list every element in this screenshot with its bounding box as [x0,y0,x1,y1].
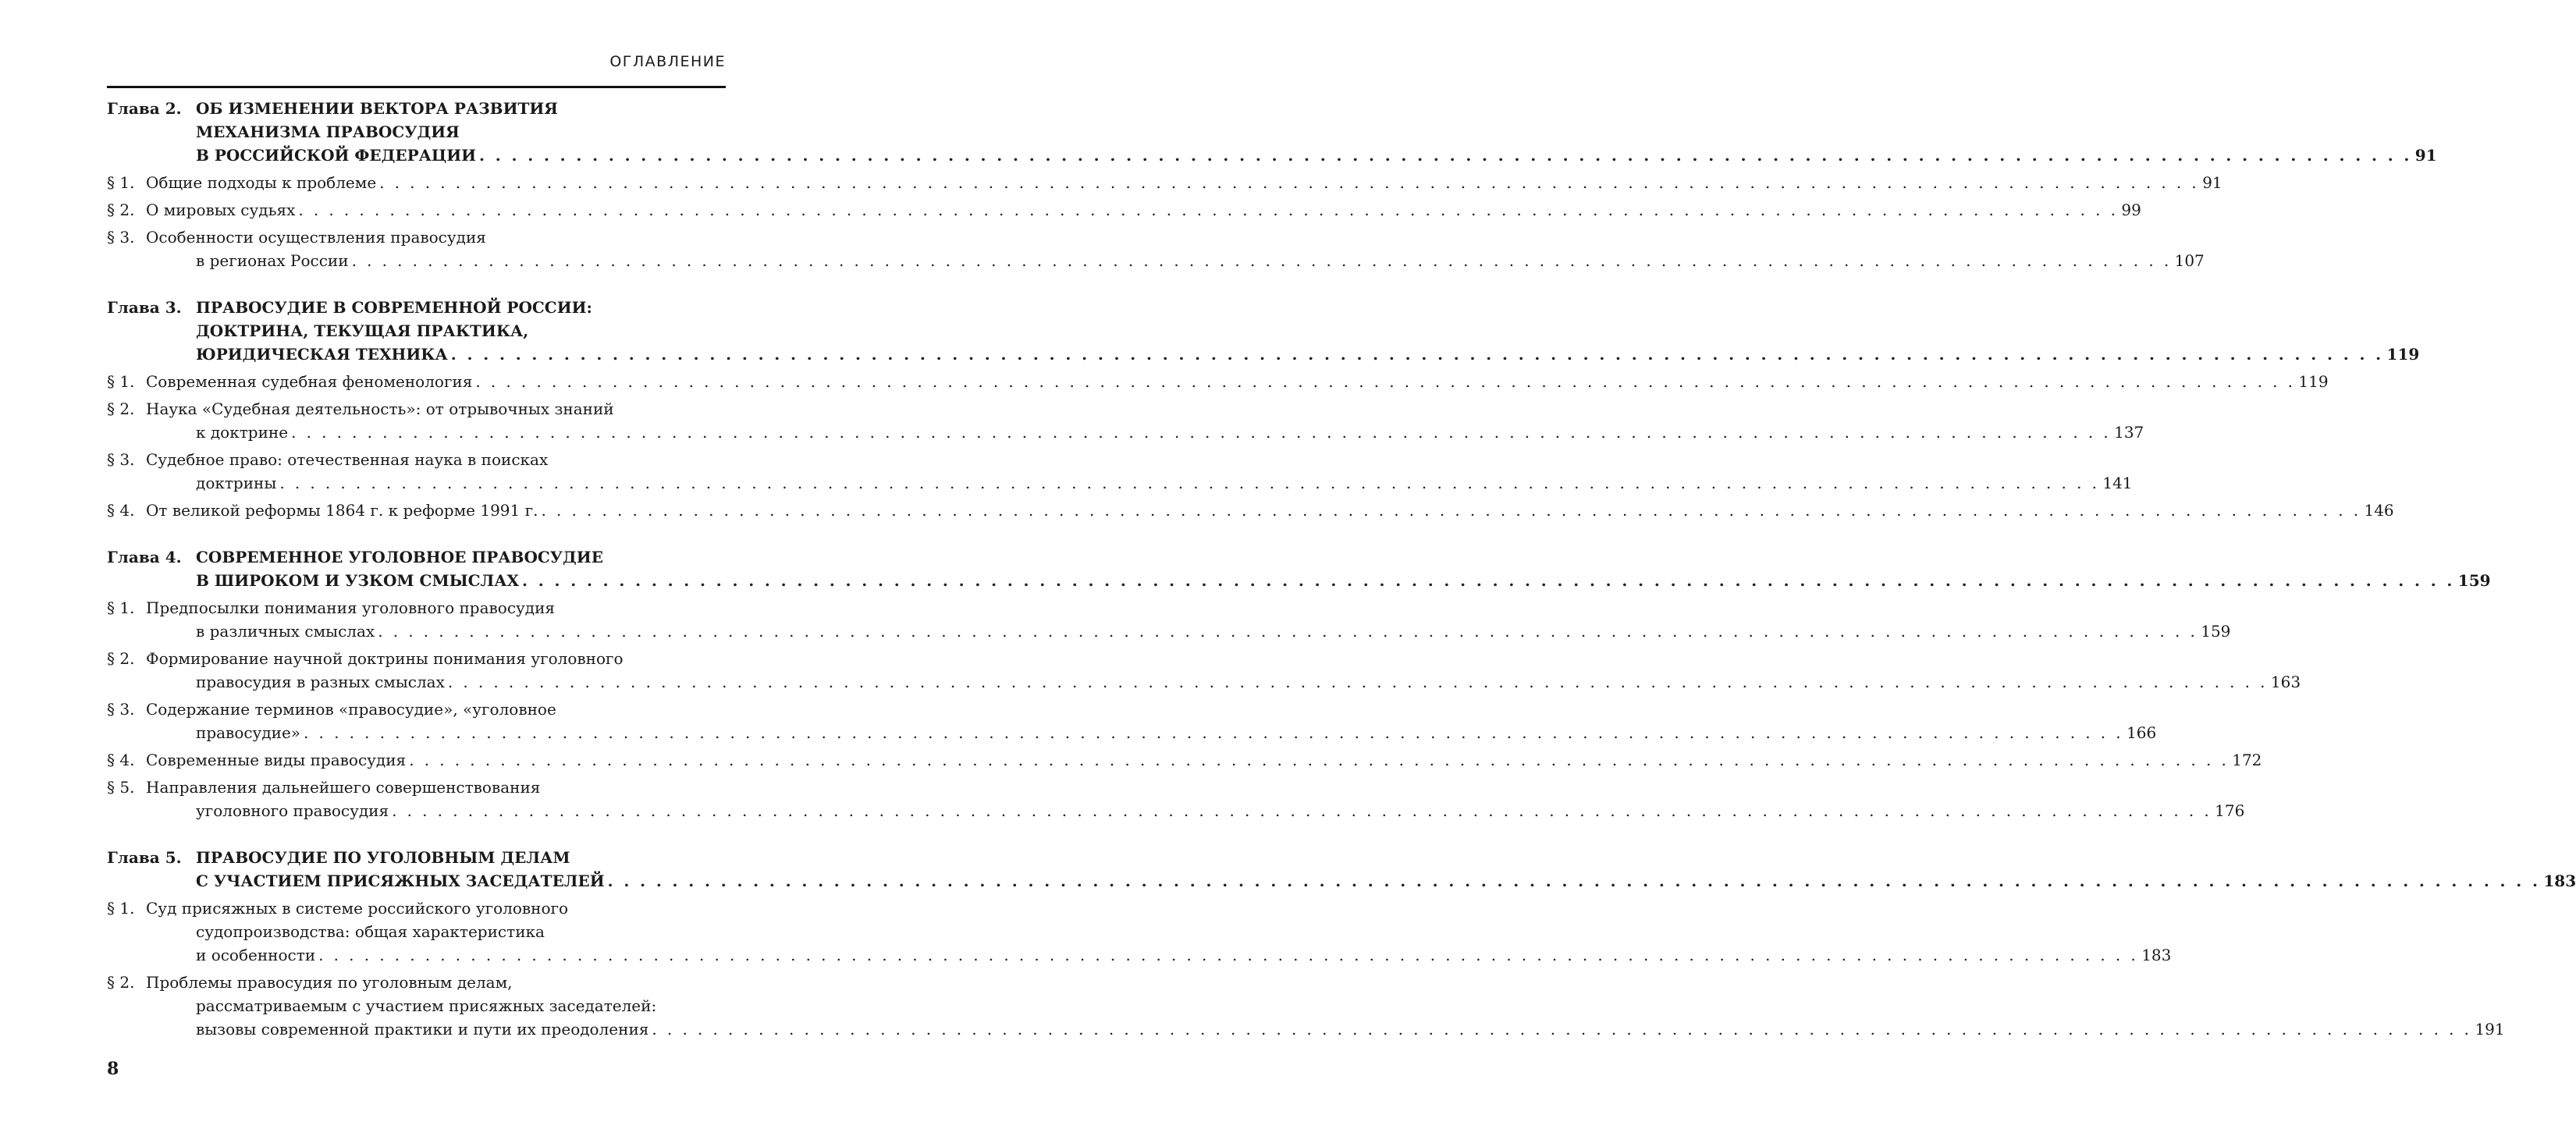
running-header: ОГЛАВЛЕНИЕ [609,53,726,70]
section-page: 166 [2127,723,2157,742]
section-line [107,171,2222,194]
section-label: § 1. [107,173,135,192]
section-label: § 3. [107,228,135,247]
toc-section [107,171,2222,194]
leader-dots: . . . . . . . . . . . . . . . . . . . . . . . . . . . . . . . . . . . . . . . . . . . . . . . . . . . . . . . . . . . . . . . . . . . . . . . . . . . . . . . . . . . . . . . . . . . . . . . . . . . . . . . . . . . . . . . . . . . . . . . . [304,723,2124,742]
section-text: Формирование научной доктрины понимания уголовного [146,649,624,668]
chapter-title-text: С УЧАСТИЕМ ПРИСЯЖНЫХ ЗАСЕДАТЕЛЕЙ [196,872,605,890]
section-page: 119 [2298,372,2329,391]
toc-chapter [107,97,2437,167]
chapter-gap [107,822,726,846]
chapter-page: 91 [2414,146,2437,165]
toc-section [107,971,2505,1041]
section-text: Предпосылки понимания уголовного правосудия [146,598,556,617]
section-line [107,397,726,421]
section-text: вызовы современной практики и пути их преодоления [196,1020,649,1039]
section-label: § 2. [107,399,135,418]
section-line [107,920,726,943]
section-text: в различных смыслах [196,622,375,641]
leader-dots: . . . . . . . . . . . . . . . . . . . . . . . . . . . . . . . . . . . . . . . . . . . . . . . . . . . . . . . . . . . . . . . . . . . . . . . . . . . . . . . . . . . . . . . . . . . . . . . . . . . . . . . . . . . . . . . . . . . . . . . . [409,751,2230,769]
section-text-row [196,670,2301,694]
leader-dots: . . . . . . . . . . . . . . . . . . . . . . . . . . . . . . . . . . . . . . . . . . . . . . . . . . . . . . . . . . . . . . . . . . . . . . . . . . . . . . . . . . . . . . . . . . . . . . . . . . . . . . . . . . . . . . . . . . . . . . . . [291,423,2112,442]
toc-chapter [107,846,2576,893]
chapter-page: 183 [2543,872,2576,890]
section-text: Наука «Судебная деятельность»: от отрывочных знаний [146,399,614,418]
section-label: § 2. [107,649,135,668]
chapter-title-line [107,869,2576,893]
section-label: § 4. [107,501,135,520]
leader-dots: . . . . . . . . . . . . . . . . . . . . . . . . . . . . . . . . . . . . . . . . . . . . . . . . . . . . . . . . . . . . . . . . . . . . . . . . . . . . . . . . . . . . . . . . . . . . . . . . . . . . . . . . . . . . . . . . . . . . . . . . [447,673,2268,691]
chapter-title-line [107,144,2437,167]
section-label: § 3. [107,700,135,719]
section-line [107,721,2157,744]
section-line [107,748,2262,772]
section-text-row [146,397,726,421]
chapter-title-line [107,97,726,120]
section-line [107,198,2141,222]
section-text: рассматриваемым с участием присяжных заседателей: [196,996,657,1015]
section-text-row [146,198,2141,222]
leader-dots: . . . . . . . . . . . . . . . . . . . . . . . . . . . . . . . . . . . . . . . . . . . . . . . . . . . . . . . . . . . . . . . . . . . . . . . . . . . . . . . . . . . . . . . . . . . . . . . . . . . . . . . . . . . . . . . . . . . . . . . . [318,946,2139,964]
section-line [107,799,2245,822]
section-page: 141 [2102,474,2133,492]
chapter-title-text: В ШИРОКОМ И УЗКОМ СМЫСЛАХ [196,571,520,590]
chapter-title-text: В РОССИЙСКОЙ ФЕДЕРАЦИИ [196,146,477,165]
section-line [107,620,2231,643]
leader-dots: . . . . . . . . . . . . . . . . . . . . . . . . . . . . . . . . . . . . . . . . . . . . . . . . . . . . . . . . . . . . . . . . . . . . . . . . . . . . . . . . . . . . . . . . . . . . . . . . . . . . . . . . . . . . . . . . . . . . . . . . [392,801,2212,820]
leader-dots: . . . . . . . . . . . . . . . . . . . . . . . . . . . . . . . . . . . . . . . . . . . . . . . . . . . . . . . . . . . . . . . . . . . . . . . . . . . . . . . . . . . . . . . . . . . . . . . . . . . . . . . . . . . . . . . . . . . . . . . . [541,501,2361,520]
section-line [107,471,2133,495]
section-text-row [146,647,726,670]
chapter-title-text: ЮРИДИЧЕСКАЯ ТЕХНИКА [196,345,448,364]
section-line [107,776,726,799]
section-text: к доктрине [196,423,289,442]
section-line [107,596,726,620]
toc-chapter [107,545,2491,592]
section-label: § 1. [107,598,135,617]
chapter-title-line [107,343,2420,366]
section-page: 191 [2475,1020,2505,1039]
chapter-gap [107,272,726,296]
chapter-title-line [107,120,726,144]
chapter-title-lead [196,869,2576,893]
section-text: Современные виды правосудия [146,751,407,769]
leader-dots: . . . . . . . . . . . . . . . . . . . . . . . . . . . . . . . . . . . . . . . . . . . . . . . . . . . . . . . . . . . . . . . . . . . . . . . . . . . . . . . . . . . . . . . . . . . . . . . . . . . . . . . . . . . . . . . . . . . . . . . . [607,872,2541,890]
section-page: 183 [2141,946,2172,964]
section-text: О мировых судьях [146,201,296,219]
section-label: § 5. [107,778,135,797]
section-text-row [196,249,2205,272]
section-text-row [146,225,726,249]
section-text-row [146,499,2394,522]
section-text-row [196,1017,2505,1041]
section-line [107,1017,2505,1041]
section-text: уголовного правосудия [196,801,389,820]
section-page: 107 [2174,251,2205,270]
leader-dots: . . . . . . . . . . . . . . . . . . . . . . . . . . . . . . . . . . . . . . . . . . . . . . . . . . . . . . . . . . . . . . . . . . . . . . . . . . . . . . . . . . . . . . . . . . . . . . . . . . . . . . . . . . . . . . . . . . . . . . . . [652,1020,2472,1039]
chapter-title-lead [196,569,2491,592]
section-text: Общие подходы к проблеме [146,173,377,192]
chapter-title-text: СОВРЕМЕННОЕ УГОЛОВНОЕ ПРАВОСУДИЕ [196,548,603,566]
section-text-row [196,471,2133,495]
section-text-row [146,596,726,620]
toc-section [107,198,2141,222]
section-text: Современная судебная феноменология [146,372,473,391]
section-label: § 2. [107,201,135,219]
section-page: 176 [2215,801,2245,820]
chapter-title-lead [196,343,2420,366]
chapter-label: Глава 2. [107,99,182,118]
section-text-row [146,971,726,994]
chapter-label: Глава 3. [107,298,182,317]
leader-dots: . . . . . . . . . . . . . . . . . . . . . . . . . . . . . . . . . . . . . . . . . . . . . . . . . . . . . . . . . . . . . . . . . . . . . . . . . . . . . . . . . . . . . . . . . . . . . . . . . . . . . . . . . . . . . . . . . . . . . . . . [450,345,2384,364]
chapter-title-text: ОБ ИЗМЕНЕНИИ ВЕКТОРА РАЗВИТИЯ [196,99,558,118]
section-page: 163 [2270,673,2301,691]
chapter-title-lead [196,144,2437,167]
toc-section [107,897,2172,967]
leader-dots: . . . . . . . . . . . . . . . . . . . . . . . . . . . . . . . . . . . . . . . . . . . . . . . . . . . . . . . . . . . . . . . . . . . . . . . . . . . . . . . . . . . . . . . . . . . . . . . . . . . . . . . . . . . . . . . . . . . . . . . . [479,146,2412,165]
section-page: 159 [2201,622,2231,641]
toc-section [107,647,2301,694]
leader-dots: . . . . . . . . . . . . . . . . . . . . . . . . . . . . . . . . . . . . . . . . . . . . . . . . . . . . . . . . . . . . . . . . . . . . . . . . . . . . . . . . . . . . . . . . . . . . . . . . . . . . . . . . . . . . . . . . . . . . . . . . [298,201,2119,219]
section-text-row [146,776,726,799]
section-label: § 1. [107,899,135,918]
section-line [107,448,726,471]
section-line [107,994,726,1017]
chapter-title-text: ПРАВОСУДИЕ ПО УГОЛОВНЫМ ДЕЛАМ [196,848,570,867]
section-label: § 2. [107,973,135,992]
section-text: судопроизводства: общая характеристика [196,922,545,941]
section-page: 146 [2364,501,2394,520]
toc-section [107,499,2394,522]
section-text: и особенности [196,946,316,964]
chapter-title-text: МЕХАНИЗМА ПРАВОСУДИЯ [196,122,460,141]
section-line [107,647,726,670]
chapter-page: 159 [2457,571,2491,590]
chapter-page: 119 [2386,345,2420,364]
section-text: правосудия в разных смыслах [196,673,445,691]
toc-chapter [107,296,2420,366]
section-line [107,249,2205,272]
section-page: 172 [2232,751,2262,769]
section-text: Проблемы правосудия по уголовным делам, [146,973,513,992]
chapter-title-line [107,569,2491,592]
table-of-contents [107,97,2576,1041]
leader-dots: . . . . . . . . . . . . . . . . . . . . . . . . . . . . . . . . . . . . . . . . . . . . . . . . . . . . . . . . . . . . . . . . . . . . . . . . . . . . . . . . . . . . . . . . . . . . . . . . . . . . . . . . . . . . . . . . . . . . . . . . [379,173,2200,192]
section-text: От великой реформы 1864 г. к реформе 1991 г. [146,501,538,520]
section-text: Особенности осуществления правосудия [146,228,486,247]
toc-section [107,225,2205,272]
section-text: Суд присяжных в системе российского уголовного [146,899,569,918]
toc-section [107,397,2144,444]
section-line [107,897,726,920]
toc-section [107,776,2245,822]
leader-dots: . . . . . . . . . . . . . . . . . . . . . . . . . . . . . . . . . . . . . . . . . . . . . . . . . . . . . . . . . . . . . . . . . . . . . . . . . . . . . . . . . . . . . . . . . . . . . . . . . . . . . . . . . . . . . . . . . . . . . . . . [378,622,2198,641]
section-text-row [196,799,2245,822]
section-line [107,421,2144,444]
section-text-row [146,748,2262,772]
section-line [107,499,2394,522]
page-number: 8 [107,1059,119,1079]
section-page: 99 [2121,201,2141,219]
section-line [107,370,2329,393]
section-label: § 4. [107,751,135,769]
chapter-label: Глава 5. [107,848,182,867]
section-text-row [146,448,726,471]
section-text: в регионах России [196,251,349,270]
section-text-row [146,698,726,721]
section-text: Судебное право: отечественная наука в поисках [146,450,549,469]
section-text-row [146,370,2329,393]
section-text-row [196,421,2144,444]
section-text-row [196,943,2172,967]
toc-section [107,596,2231,643]
toc-section [107,698,2157,744]
section-line [107,971,726,994]
toc-section [107,748,2262,772]
section-text: Направления дальнейшего совершенствования [146,778,541,797]
chapter-title-text: ПРАВОСУДИЕ В СОВРЕМЕННОЙ РОССИИ: [196,298,592,317]
section-line [107,670,2301,694]
section-page: 91 [2202,173,2222,192]
section-text-row [146,897,726,920]
section-text: доктрины [196,474,277,492]
leader-dots: . . . . . . . . . . . . . . . . . . . . . . . . . . . . . . . . . . . . . . . . . . . . . . . . . . . . . . . . . . . . . . . . . . . . . . . . . . . . . . . . . . . . . . . . . . . . . . . . . . . . . . . . . . . . . . . . . . . . . . . . [475,372,2296,391]
chapter-title-line [107,846,726,869]
leader-dots: . . . . . . . . . . . . . . . . . . . . . . . . . . . . . . . . . . . . . . . . . . . . . . . . . . . . . . . . . . . . . . . . . . . . . . . . . . . . . . . . . . . . . . . . . . . . . . . . . . . . . . . . . . . . . . . . . . . . . . . . [351,251,2172,270]
chapter-label: Глава 4. [107,548,182,566]
section-line [107,943,2172,967]
section-label: § 3. [107,450,135,469]
section-line [107,698,726,721]
chapter-title-line [107,545,726,569]
chapter-title-line [107,296,726,319]
section-text: Содержание терминов «правосудие», «уголовное [146,700,556,719]
section-text-row [196,994,726,1017]
section-label: § 1. [107,372,135,391]
section-text-row [196,920,726,943]
chapter-gap [107,522,726,545]
section-text-row [196,620,2231,643]
leader-dots: . . . . . . . . . . . . . . . . . . . . . . . . . . . . . . . . . . . . . . . . . . . . . . . . . . . . . . . . . . . . . . . . . . . . . . . . . . . . . . . . . . . . . . . . . . . . . . . . . . . . . . . . . . . . . . . . . . . . . . . . [279,474,2100,492]
section-text-row [146,171,2222,194]
leader-dots: . . . . . . . . . . . . . . . . . . . . . . . . . . . . . . . . . . . . . . . . . . . . . . . . . . . . . . . . . . . . . . . . . . . . . . . . . . . . . . . . . . . . . . . . . . . . . . . . . . . . . . . . . . . . . . . . . . . . . . . . [522,571,2455,590]
header-rule [107,86,726,88]
toc-section [107,370,2329,393]
chapter-title-line [107,319,726,343]
chapter-title-text: ДОКТРИНА, ТЕКУЩАЯ ПРАКТИКА, [196,321,529,340]
section-text-row [196,721,2157,744]
section-page: 137 [2114,423,2144,442]
toc-section [107,448,2133,495]
section-text: правосудие» [196,723,301,742]
section-line [107,225,726,249]
